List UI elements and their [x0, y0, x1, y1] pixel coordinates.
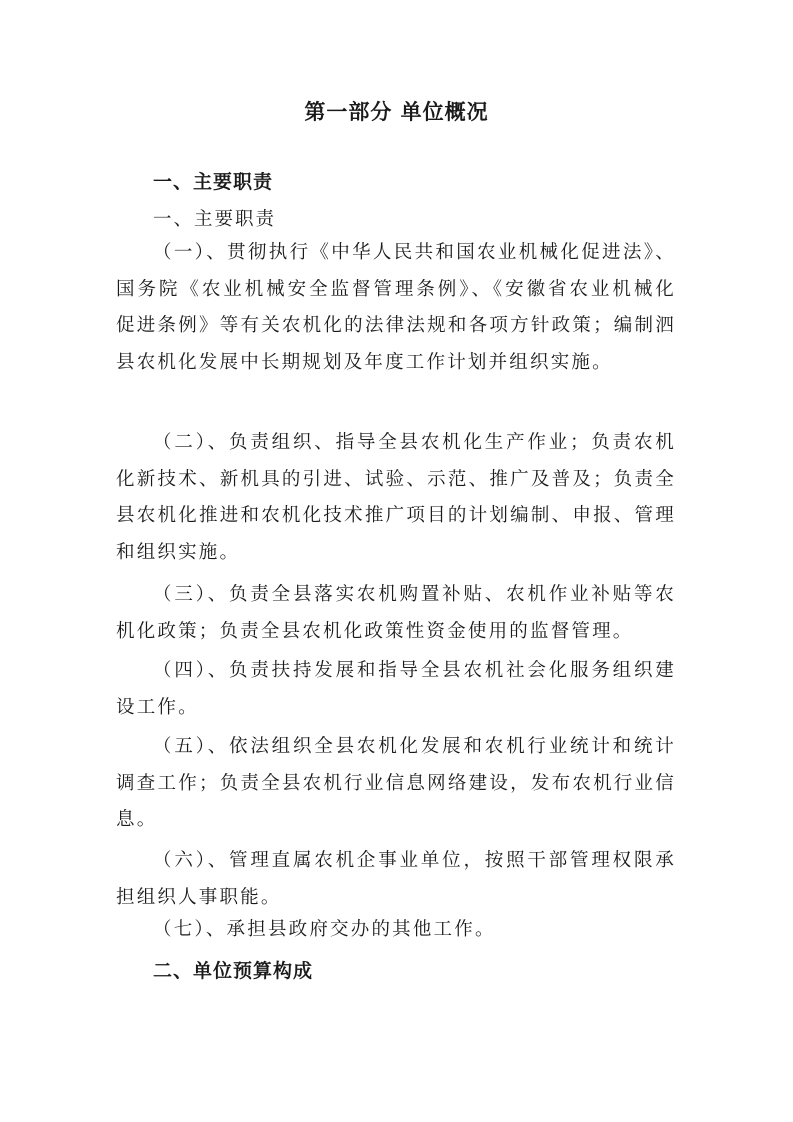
section-heading-budget: 二、单位预算构成 — [153, 960, 314, 982]
duty-paragraph-3: （三）、负责全县落实农机购置补贴、农机作业补贴等农机化政策；负责全县农机化政策性资金使用的监督管理。 — [116, 584, 676, 642]
duty-paragraph-7: （七）、承担县政府交办的其他工作。 — [153, 919, 496, 940]
duty-paragraph-6: （六）、管理直属农机企事业单位，按照干部管理权限承担组织人事职能。 — [116, 850, 676, 908]
page-title: 第一部分 单位概况 — [304, 100, 489, 124]
duty-paragraph-1: （一）、贯彻执行《中华人民共和国农业机械化促进法》、国务院《农业机械安全监督管理条例》、《安徽省农业机械化促进条例》等有关农机化的法律法规和各项方针政策；编制泗县农机化发展中长期规划及年度工作计划并组织实施。 — [116, 242, 676, 373]
section-subheading-duties: 一、主要职责 — [153, 209, 277, 230]
duty-paragraph-4: （四）、负责扶持发展和指导全县农机社会化服务组织建设工作。 — [116, 660, 676, 718]
duty-paragraph-2: （二）、负责组织、指导全县农机化生产作业；负责农机化新技术、新机具的引进、试验、示范、推广及普及；负责全县农机化推进和农机化技术推广项目的计划编制、申报、管理和组织实施。 — [116, 432, 676, 563]
duty-paragraph-5: （五）、依法组织全县农机化发展和农机行业统计和统计调查工作；负责全县农机行业信息网络建设，发布农机行业信息。 — [116, 736, 676, 830]
section-heading-duties: 一、主要职责 — [153, 171, 274, 193]
